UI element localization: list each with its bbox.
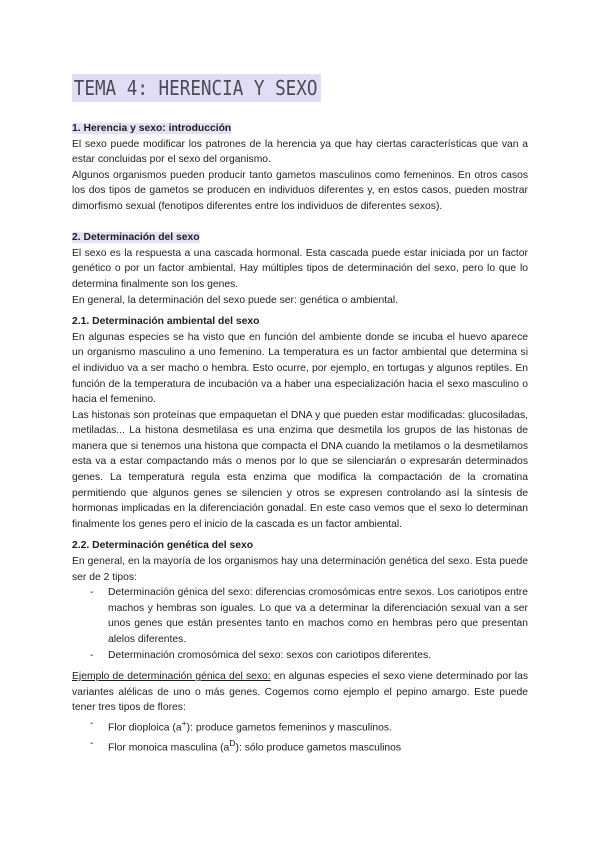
section-heading: 1. Herencia y sexo: introducción [72,123,232,134]
paragraph: El sexo puede modificar los patrones de la herencia ya que hay ciertas características que van a estar concluidas por el sexo del organismo. [72,138,528,166]
document-body [72,121,528,756]
subsection-heading: 2.2. Determinación genética del sexo [72,540,254,552]
flower-list [72,716,528,756]
list-item: - Determinación génica del sexo: diferencias cromosómicas entre sexos. Los cariotipos entre machos y hembras son iguales. Lo que va a determinar la diferenciación sexual van a ser unos genes que están presentes tanto en machos como en hembras pero que presentan alelos diferentes. [72,585,528,647]
bullet-list [72,585,528,663]
list-item: - Flor monoica masculina $(a^D)$: sólo produce gametos masculinos [72,736,528,756]
example-label: Ejemplo de determinación génica del sexo: [72,671,271,683]
list-item: - Determinación cromosómica del sexo: sexos con cariotipos diferentes. [72,648,528,664]
title-block [72,74,355,102]
paragraph: En general, la determinación del sexo puede ser: genética o ambiental. [72,294,399,306]
paragraph: Las histonas son proteínas que empaquetan el DNA y que pueden estar modificadas: glucosiladas, metiladas... La histona desmetilasa es una enzima que desmetila los grupos de las histonas de manera que si tenemos una histona que compacta el DNA cuando la metilamos o la desmetilamos esta va a estar compactando más o menos por lo que se silenciarán o expresarán determinados genes. La temperatura regula esta enzima que modifica la compactación de la cromatina permitiendo que algunos genes se silencien y otros se expresen controlando así la síntesis de hormonas implicadas en la diferenciación gonadal. En este caso vemos que el sexo lo determinan finalmente los genes pero el inicio de la cascada es un factor ambiental. [72,409,528,530]
paragraph: En general, en la mayoría de los organismos hay una determinación genética del sexo. Esta puede ser de 2 tipos: [72,556,528,583]
section-heading: 2. Determinación del sexo [72,232,200,244]
paragraph: En algunas especies se ha visto que en función del ambiente donde se incuba el huevo aparece un organismo masculino a uno femenino. La temperatura es un factor ambiental que determina si el individuo va a ser macho o hembra. Esto ocurre, por ejemplo, en tortugas y algunos reptiles. En función de la temperatura de incubación va a haber una especialización hacia el sexo masculino o hacia el femenino. [72,331,528,406]
list-item: - Flor dioploica (a+): produce gametos femeninos y masculinos. [72,716,528,736]
paragraph: Algunos organismos pueden producir tanto gametos masculinos como femeninos. En otros casos los dos tipos de gametos se producen en individuos diferentes y, en estos casos, pueden mostrar dimorfismo sexual (fenotipos diferentes entre los individuos de diferentes sexos). [72,169,528,212]
subsection-heading: 2.1. Determinación ambiental del sexo [72,316,260,328]
page-title: TEMA 4: HERENCIA Y SEXO [72,74,321,102]
example-paragraph: Ejemplo de determinación génica del sexo: en algunas especies el sexo viene determinado por las variantes alélicas de uno o más genes. Cogemos como ejemplo el pepino amargo. Este puede tener tres tipos de flores: [72,671,528,714]
paragraph: El sexo es la respuesta a una cascada hormonal. Esta cascada puede estar iniciada por un factor genético o por un factor ambiental. Hay múltiples tipos de determinación del sexo, pero lo que lo determina finalmente son los genes. [72,247,528,290]
